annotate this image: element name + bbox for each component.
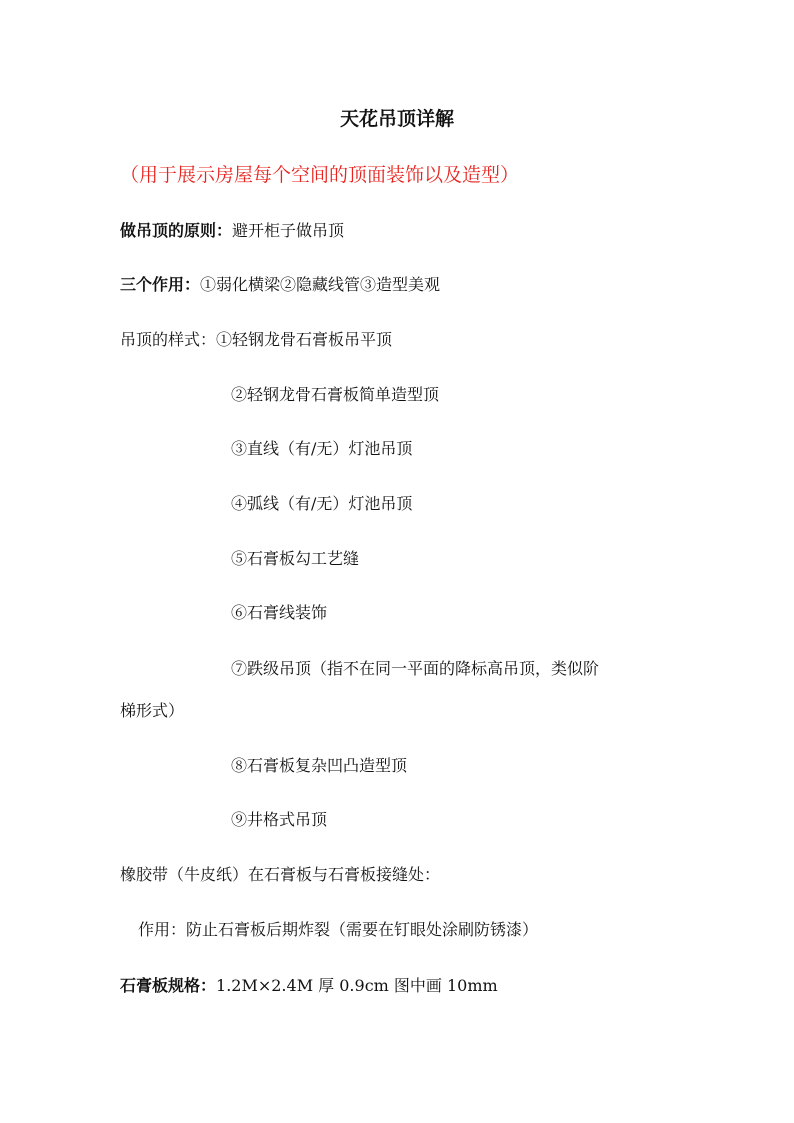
style-item: ⑥石膏线装饰: [231, 603, 328, 622]
tape-purpose: 作用：防止石膏板后期炸裂（需要在钉眼处涂刷防锈漆）: [138, 920, 539, 939]
spec-label: 石膏板规格：: [120, 976, 217, 995]
style-item: ⑨井格式吊顶: [231, 810, 328, 829]
style-item: ③直线（有/无）灯池吊顶: [231, 439, 413, 458]
styles-label: 吊顶的样式：: [120, 330, 217, 349]
style-item-continuation: 梯形式）: [120, 701, 185, 720]
principle-text: 避开柜子做吊顶: [232, 221, 345, 240]
spec-text: 1.2M×2.4M 厚 0.9cm 图中画 10mm: [216, 976, 498, 995]
styles-line: [120, 327, 392, 350]
principle-line: [120, 218, 344, 241]
subtitle: （用于展示房屋每个空间的顶面装饰以及造型）: [120, 164, 520, 186]
style-item: ⑤石膏板勾工艺缝: [231, 549, 360, 568]
functions-label: 三个作用：: [120, 275, 201, 294]
page-title: 天花吊顶详解: [339, 108, 454, 130]
style-item: ④弧线（有/无）灯池吊顶: [231, 494, 413, 513]
principle-label: 做吊顶的原则：: [120, 221, 233, 240]
functions-text: ①弱化横梁②隐藏线管③造型美观: [200, 275, 441, 294]
style-item: ①轻钢龙骨石膏板吊平顶: [216, 330, 393, 349]
tape-line: 橡胶带（牛皮纸）在石膏板与石膏板接缝处：: [120, 865, 441, 884]
spec-line: [120, 973, 498, 996]
style-item: ②轻钢龙骨石膏板简单造型顶: [231, 385, 440, 404]
style-item: ⑦跌级吊顶（指不在同一平面的降标高吊顶，类似阶: [231, 659, 600, 678]
style-item: ⑧石膏板复杂凹凸造型顶: [231, 756, 408, 775]
functions-line: [120, 272, 440, 295]
